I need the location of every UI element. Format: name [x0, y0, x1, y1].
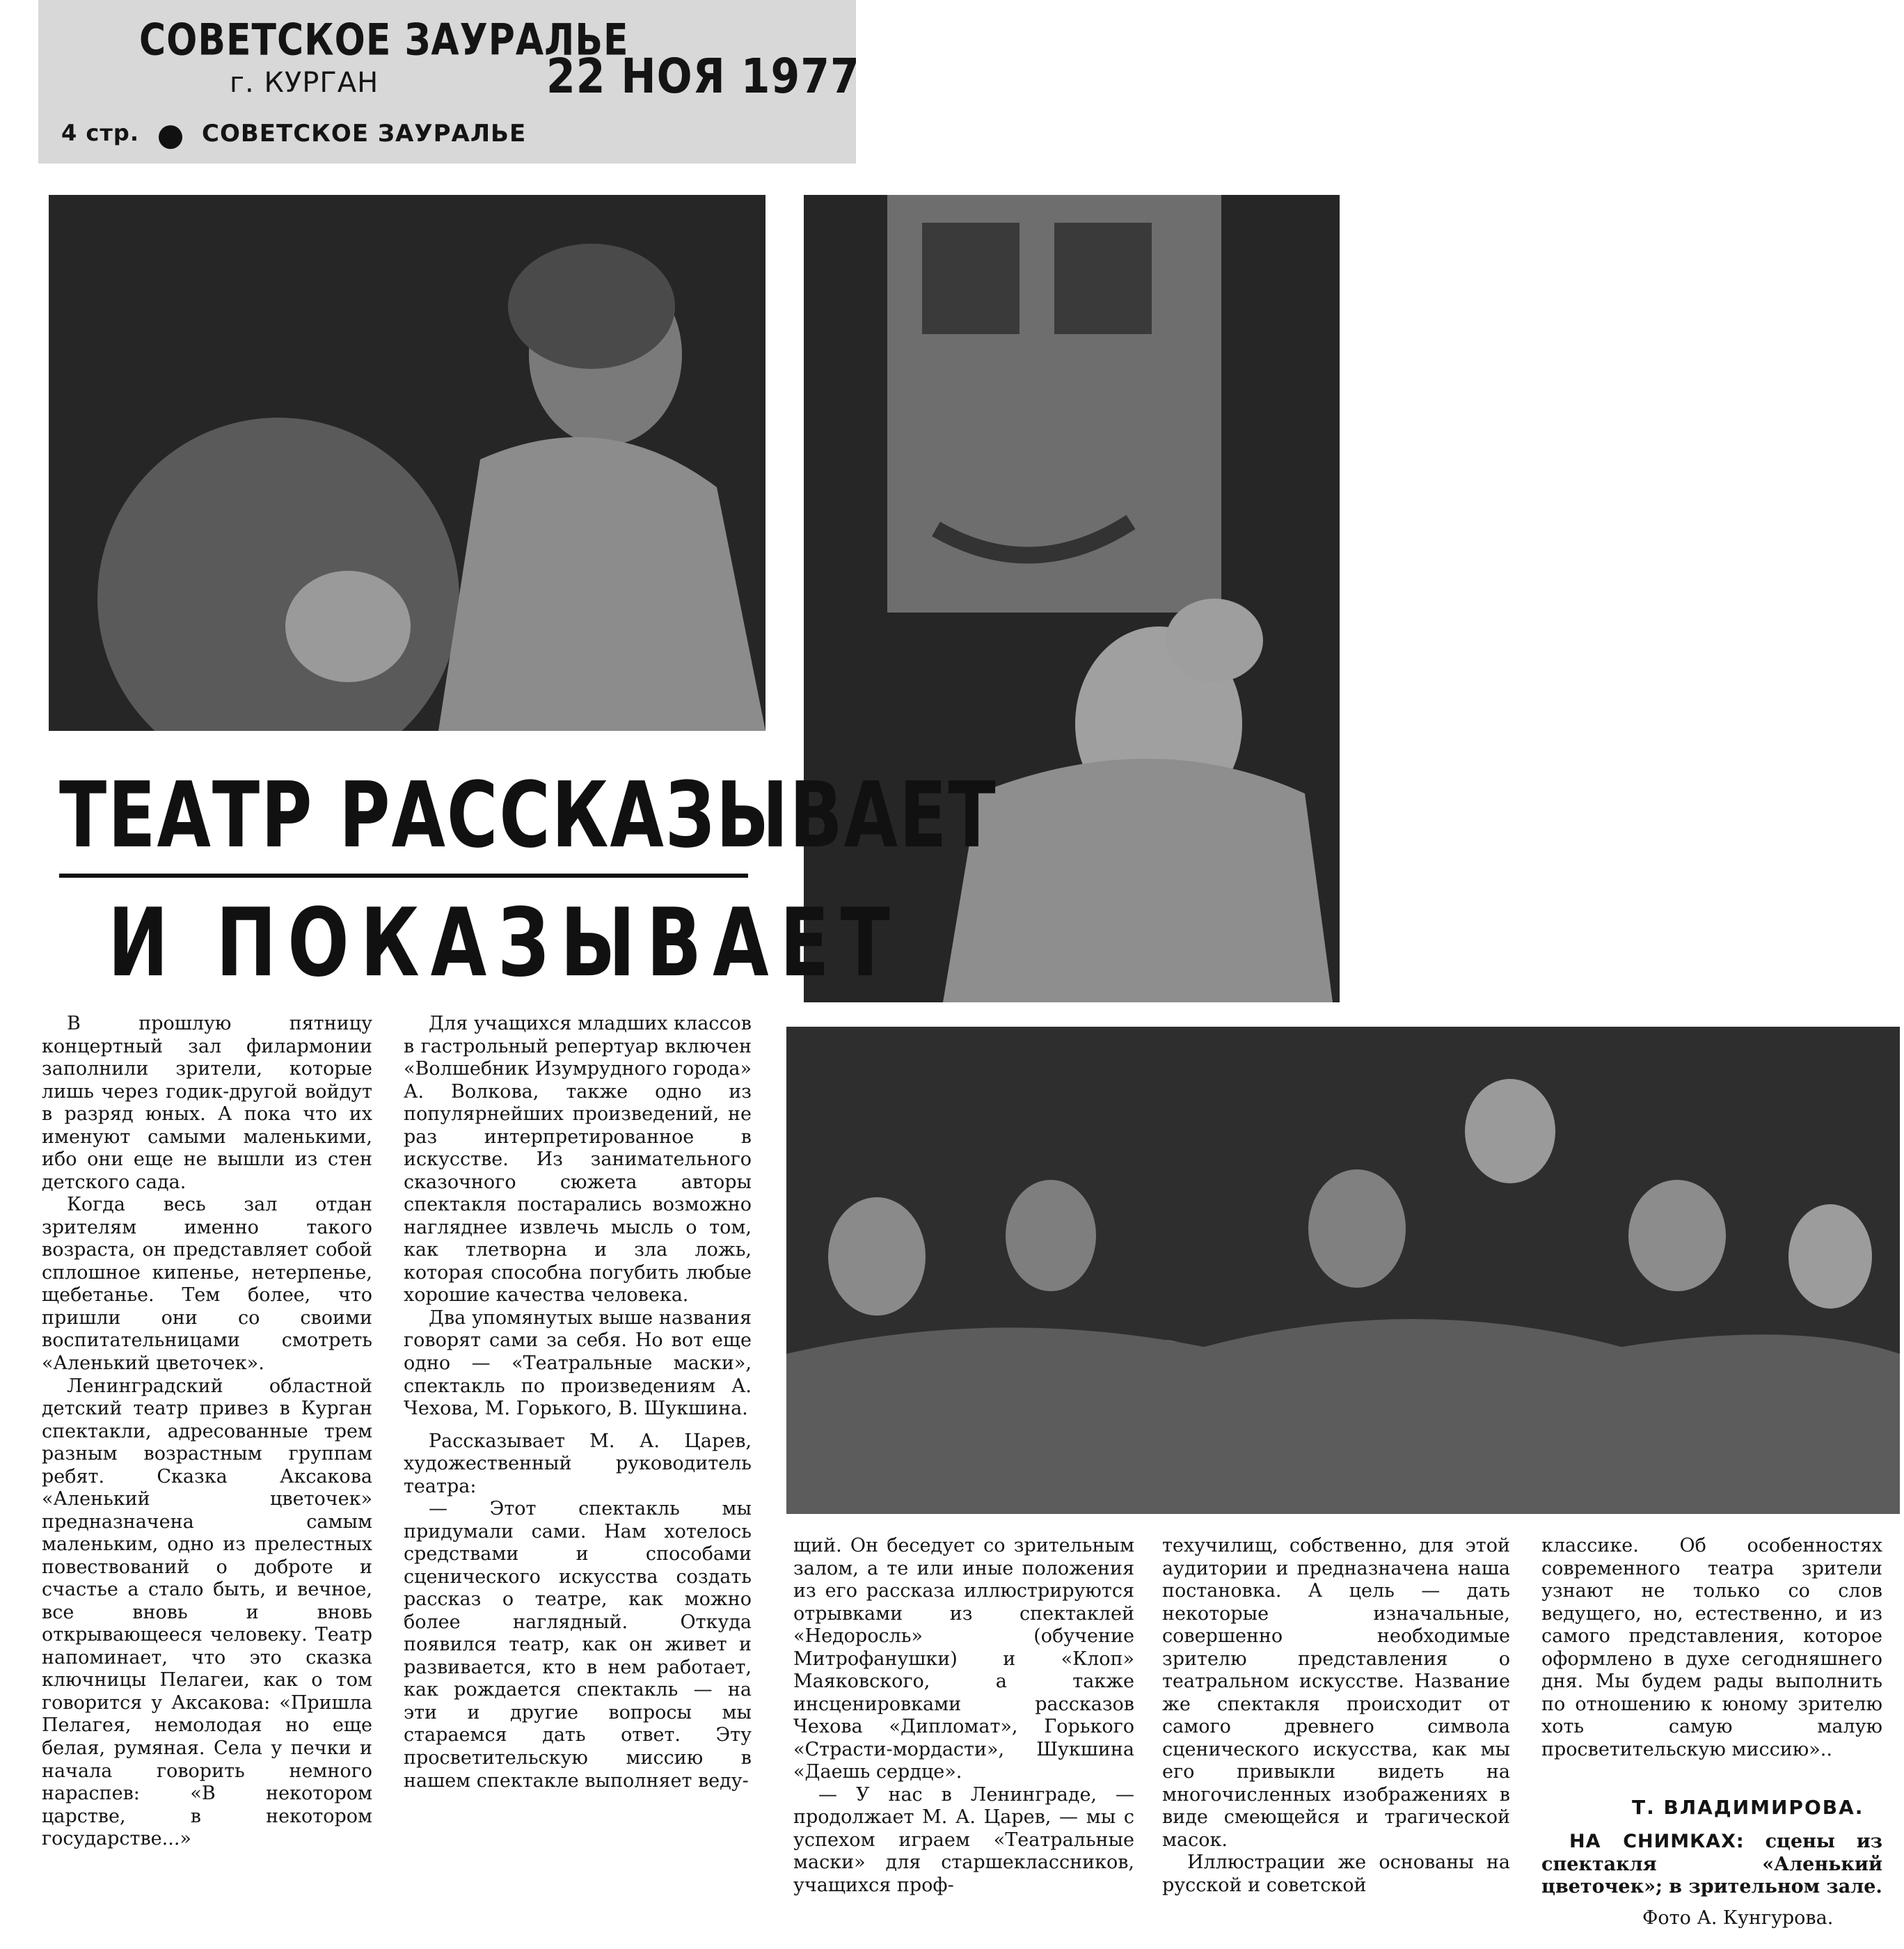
article-column-2 [404, 1013, 752, 1792]
photo-credit: Фото А. Кунгурова. [1642, 1907, 1834, 1929]
photo-caption [1541, 1831, 1882, 1899]
page-number: 4 стр. [61, 120, 139, 146]
page-paper-name: СОВЕТСКОЕ ЗАУРАЛЬЕ [202, 120, 527, 148]
author-signature: Т. ВЛАДИМИРОВА. [1632, 1796, 1864, 1819]
article-column-4 [1162, 1535, 1510, 1897]
caption-label: НА СНИМКАХ: [1569, 1831, 1745, 1852]
paragraph: щий. Он беседует со зрительным залом, а те или иные положения из его рассказа иллюстрируются отрывками из спектаклей «Недоросль» (обучение Митрофанушки) и «Клоп» Маяковского, а также инсценировками рассказов Чехова «Дипломат», Горького «Страсти-мордасти», Шукшина «Даешь сердце». [793, 1535, 1134, 1783]
article-column-5 [1541, 1535, 1882, 1761]
paragraph: Иллюстрации же основаны на русской и советской [1162, 1852, 1510, 1896]
caption-text: сцены из спектакля «Аленький цветочек»; в зрительном зале. [1541, 1831, 1882, 1898]
paragraph: — Этот спектакль мы придумали сами. Нам хотелось средствами и способами сценического искусства создать рассказ о театре, как можно более наглядный. Откуда появился театр, как он живет и развивается, кто в нем работает, как рождается спектакль — на эти и другие вопросы мы стараемся дать ответ. Эту просветительскую миссию в нашем спектакле выполняет веду- [404, 1498, 752, 1792]
paragraph: классике. Об особенностях современного театра зрители узнают не только со слов ведущего, но, естественно, и из самого представления, которое оформлено в духе сегодняшнего дня. Мы будем рады выполнить по отношению к юному зрителю хоть самую малую просветительскую миссию».. [1541, 1535, 1882, 1760]
paragraph: техучилищ, собственно, для этой аудитории и предназначена наша постановка. А цель — дать некоторые изначальные, совершенно необходимые зрителю представления о театральном искусстве. Название же спектакля происходит от самого древнего символа сценического искусства, как мы его привыкли видеть на многочисленных изображениях в виде смеющейся и трагической масок. [1162, 1535, 1510, 1851]
article-column-3 [793, 1535, 1134, 1897]
paragraph: — У нас в Ленинграде, — продолжает М. А. Царев, — мы с успехом играем «Театральные маски» для старшеклассников, учащихся проф- [793, 1783, 1134, 1896]
paragraph: Для учащихся младших классов в гастрольный репертуар включен «Волшебник Изумрудного города» А. Волкова, также одно из популярнейших произведений, не раз интерпретированное в искусстве. Из занимательного сказочного сюжета авторы спектакля постарались возможно нагляднее извлечь мысль о том, как тлетворна и зла ложь, которая способна погубить любые хорошие качества человека. [404, 1013, 752, 1307]
headline-line-1: ТЕАТР РАССКАЗЫВАЕТ [59, 762, 997, 869]
paragraph: Рассказывает М. А. Царев, художественный руководитель театра: [404, 1430, 752, 1497]
masthead-city: г. КУРГАН [230, 67, 379, 99]
photo-stage-scene-1 [49, 195, 765, 731]
date-stamp: 22 НОЯ 1977 [546, 48, 860, 105]
photo-stage-scene-2 [804, 195, 1340, 1002]
paragraph: Два упомянутых выше названия говорят сами за себя. Но вот еще одно — «Театральные маски», спектакль по произведениям А. Чехова, М. Горького, В. Шукшина. [404, 1307, 752, 1420]
article-column-1 [42, 1013, 372, 1851]
headline-line-2: И ПОКАЗЫВАЕТ [108, 887, 901, 998]
headline-rule [59, 874, 748, 878]
paragraph: В прошлую пятницу концертный зал филармонии заполнили зрители, которые лишь через годик-другой войдут в разряд юных. А пока что их именуют самыми маленькими, ибо они еще не вышли из стен детского сада. [42, 1013, 372, 1193]
paragraph: Когда весь зал отдан зрителям именно такого возраста, он представляет собой сплошное кипенье, нетерпенье, щебетанье. Тем более, что пришли они со своими воспитательницами смотреть «Аленький цветочек». [42, 1194, 372, 1374]
paragraph: Ленинградский областной детский театр привез в Курган спектакли, адресованные трем разным возрастным группам ребят. Сказка Аксакова «Аленький цветочек» предназначена самым маленьким, одно из прелестных повествований о доброте и счастье а стало быть, и вечное, все вновь и вновь открывающееся человеку. Театр напоминает, что это сказка ключницы Пелагеи, как о том говорится у Аксакова: «Пришла Пелагея, немолодая но еще белая, румяная. Села у печки и начала говорить немного нараспев: «В некотором царстве, в некотором государстве...» [42, 1375, 372, 1850]
masthead-paper-name: СОВЕТСКОЕ ЗАУРАЛЬЕ [139, 15, 629, 65]
photo-audience [786, 1027, 1900, 1514]
bullet-dot [159, 125, 182, 149]
